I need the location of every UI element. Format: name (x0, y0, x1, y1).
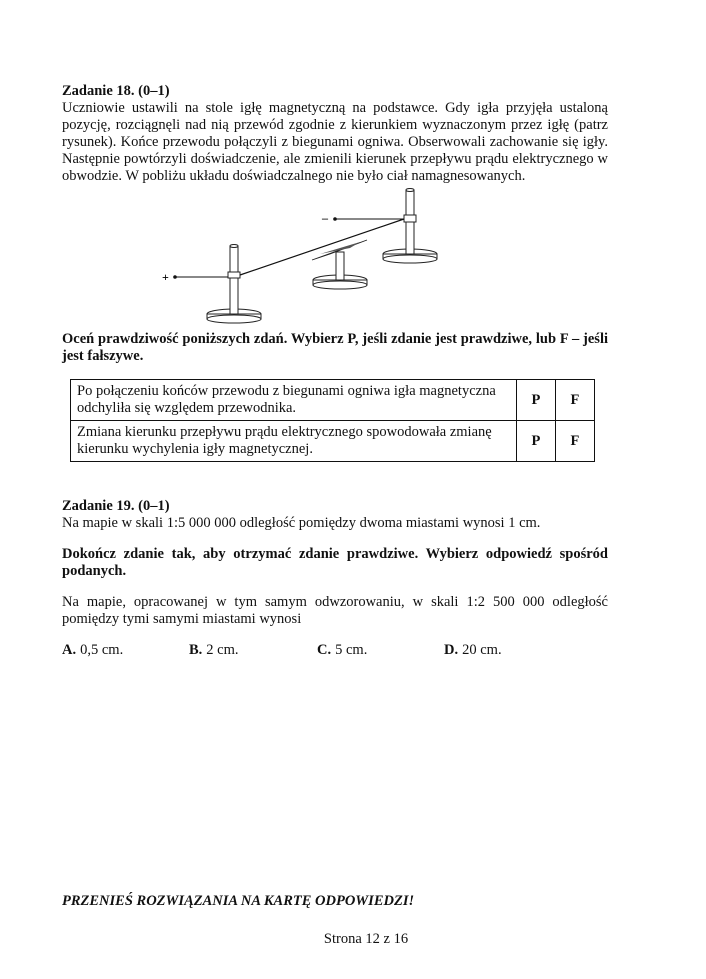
answer-text: 20 cm. (462, 642, 502, 658)
answer-letter: B. (189, 642, 203, 658)
task-19-instruction: Dokończ zdanie tak, aby otrzymać zdanie prawdziwe. Wybierz odpowiedź spośród podanych. (62, 546, 608, 579)
experiment-figure (150, 188, 450, 328)
task-18 (62, 83, 608, 185)
task-18-intro: Uczniowie ustawili na stole igłę magnetyczną na podstawce. Gdy igła przyjęła ustaloną pozycję, rozciągnęli nad nią przewód zgodnie z kierunkiem wyznaczonym przez igłę (patrz rysunek). Końce przewodu połączyli z biegunami ogniwa. Obserwowali zachowanie się igły. Następnie powtórzyli doświadczenie, ale zmienili kierunek przepływu prądu elektrycznego w obwodzie. W pobliżu układu doświadczalnego nie było ciał namagnesowanych. (62, 100, 608, 184)
task-18-title: Zadanie 18. (0–1) (62, 83, 170, 99)
answer-letter: A. (62, 642, 77, 658)
answer-true-option[interactable]: P (516, 380, 555, 421)
task-18-instruction: Oceń prawdziwość poniższych zdań. Wybierz P, jeśli zdanie jest prawdziwe, lub F – jeśli jest fałszywe. (62, 331, 608, 364)
answer-false-option[interactable]: F (555, 421, 594, 462)
true-false-table (70, 379, 595, 462)
table-row (71, 380, 595, 421)
statement-text: Zmiana kierunku przepływu prądu elektrycznego spowodowała zmianę kierunku wychylenia igły magnetycznej. (71, 421, 517, 462)
page-number: Strona 12 z 16 (323, 931, 409, 947)
answer-option-c[interactable] (317, 642, 444, 659)
answer-option-b[interactable] (189, 642, 317, 659)
plus-terminal-label: + (162, 270, 169, 284)
answer-option-d[interactable] (444, 642, 502, 659)
answer-letter: D. (444, 642, 459, 658)
transfer-answers-note: PRZENIEŚ ROZWIĄZANIA NA KARTĘ ODPOWIEDZI! (62, 893, 415, 909)
minus-terminal-label: – (322, 211, 328, 225)
answer-text: 0,5 cm. (80, 642, 124, 658)
answer-options (62, 642, 608, 659)
task-19-title: Zadanie 19. (0–1) (62, 498, 170, 514)
answer-letter: C. (317, 642, 332, 658)
task-19-stem: Na mapie, opracowanej w tym samym odwzorowaniu, w skali 1:2 500 000 odległość pomiędzy tymi samymi miastami wynosi (62, 594, 608, 627)
answer-text: 5 cm. (335, 642, 368, 658)
task-19 (62, 498, 608, 659)
answer-text: 2 cm. (206, 642, 239, 658)
table-row (71, 421, 595, 462)
statement-text: Po połączeniu końców przewodu z biegunami ogniwa igła magnetyczna odchyliła się względem przewodnika. (71, 380, 517, 421)
answer-option-a[interactable] (62, 642, 189, 659)
answer-true-option[interactable]: P (516, 421, 555, 462)
answer-false-option[interactable]: F (555, 380, 594, 421)
task-19-intro: Na mapie w skali 1:5 000 000 odległość pomiędzy dwoma miastami wynosi 1 cm. (62, 515, 541, 531)
